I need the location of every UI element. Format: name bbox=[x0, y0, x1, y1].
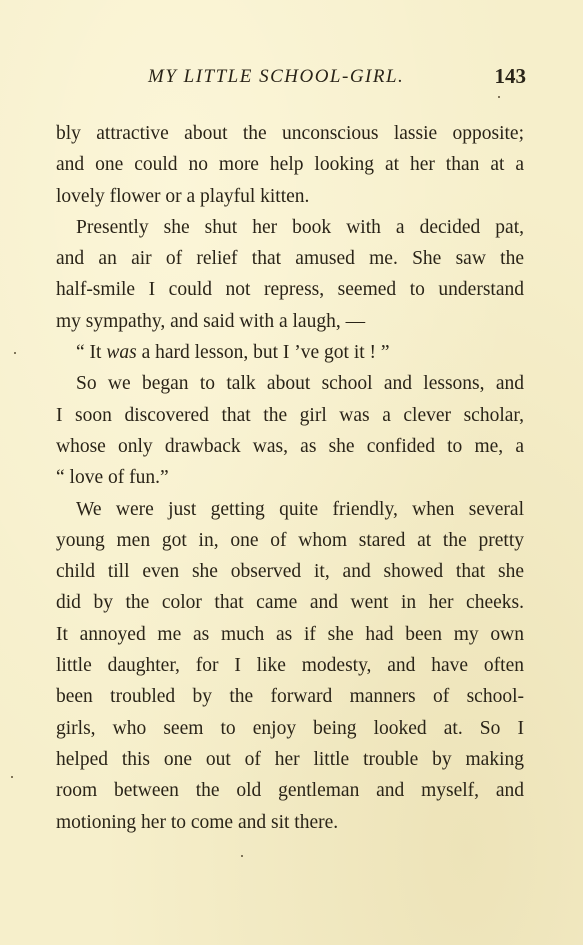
text-line: did by the color that came and went in her cheeks. bbox=[56, 592, 524, 614]
paragraph-1-end bbox=[56, 181, 524, 212]
text-line: half-smile I could not repress, seemed to understand bbox=[56, 279, 524, 301]
text-line: So we began to talk about school and lessons, and bbox=[76, 373, 524, 395]
text-line: lovely flower or a playful kitten. bbox=[56, 185, 310, 207]
paragraph-4 bbox=[56, 494, 524, 807]
ink-speck bbox=[11, 776, 13, 778]
quote-emphasis: was bbox=[106, 342, 137, 364]
text-line: been troubled by the forward manners of school- bbox=[56, 686, 524, 708]
body-text bbox=[56, 118, 524, 838]
text-line: young men got in, one of whom stared at the pretty bbox=[56, 529, 524, 551]
text-line: girls, who seem to enjoy being looked at. So I bbox=[56, 717, 524, 739]
paragraph-2 bbox=[56, 212, 524, 306]
paragraph-1 bbox=[56, 118, 524, 181]
text-line: I soon discovered that the girl was a clever scholar, bbox=[56, 404, 524, 426]
paragraph-3-end bbox=[56, 462, 524, 493]
text-line: motioning her to come and sit there. bbox=[56, 811, 339, 833]
paragraph-2-end bbox=[56, 306, 524, 337]
text-line: room between the old gentleman and myself, and bbox=[56, 780, 524, 802]
paragraph-3 bbox=[56, 368, 524, 462]
text-line: and an air of relief that amused me. She saw the bbox=[56, 248, 524, 270]
text-line: helped this one out of her little trouble by making bbox=[56, 748, 524, 770]
text-line: “ love of fun.” bbox=[56, 467, 169, 489]
text-line: We were just getting quite friendly, when several bbox=[76, 498, 524, 520]
text-line: It annoyed me as much as if she had been my own bbox=[56, 623, 524, 645]
ink-speck bbox=[498, 96, 500, 98]
text-line: whose only drawback was, as she confided to me, a bbox=[56, 435, 524, 457]
text-line: little daughter, for I like modesty, and have often bbox=[56, 655, 524, 677]
quoted-speech bbox=[56, 337, 524, 368]
text-line: my sympathy, and said with a laugh, — bbox=[56, 310, 366, 332]
quote-after: a hard lesson, but I ’ve got it ! ” bbox=[136, 342, 390, 364]
page-number: 143 bbox=[494, 64, 526, 88]
ink-speck bbox=[241, 855, 243, 857]
paragraph-4-end bbox=[56, 807, 524, 838]
text-line: Presently she shut her book with a decided pat, bbox=[76, 216, 524, 238]
text-line: child till even she observed it, and showed that she bbox=[56, 561, 524, 583]
page-header bbox=[56, 66, 528, 96]
running-title: MY LITTLE SCHOOL-GIRL. bbox=[148, 66, 405, 87]
text-line: bly attractive about the unconscious lassie opposite; bbox=[56, 123, 524, 144]
quote-before: “ It bbox=[76, 342, 107, 364]
ink-speck bbox=[14, 352, 16, 354]
text-line: and one could no more help looking at her than at a bbox=[56, 154, 524, 176]
